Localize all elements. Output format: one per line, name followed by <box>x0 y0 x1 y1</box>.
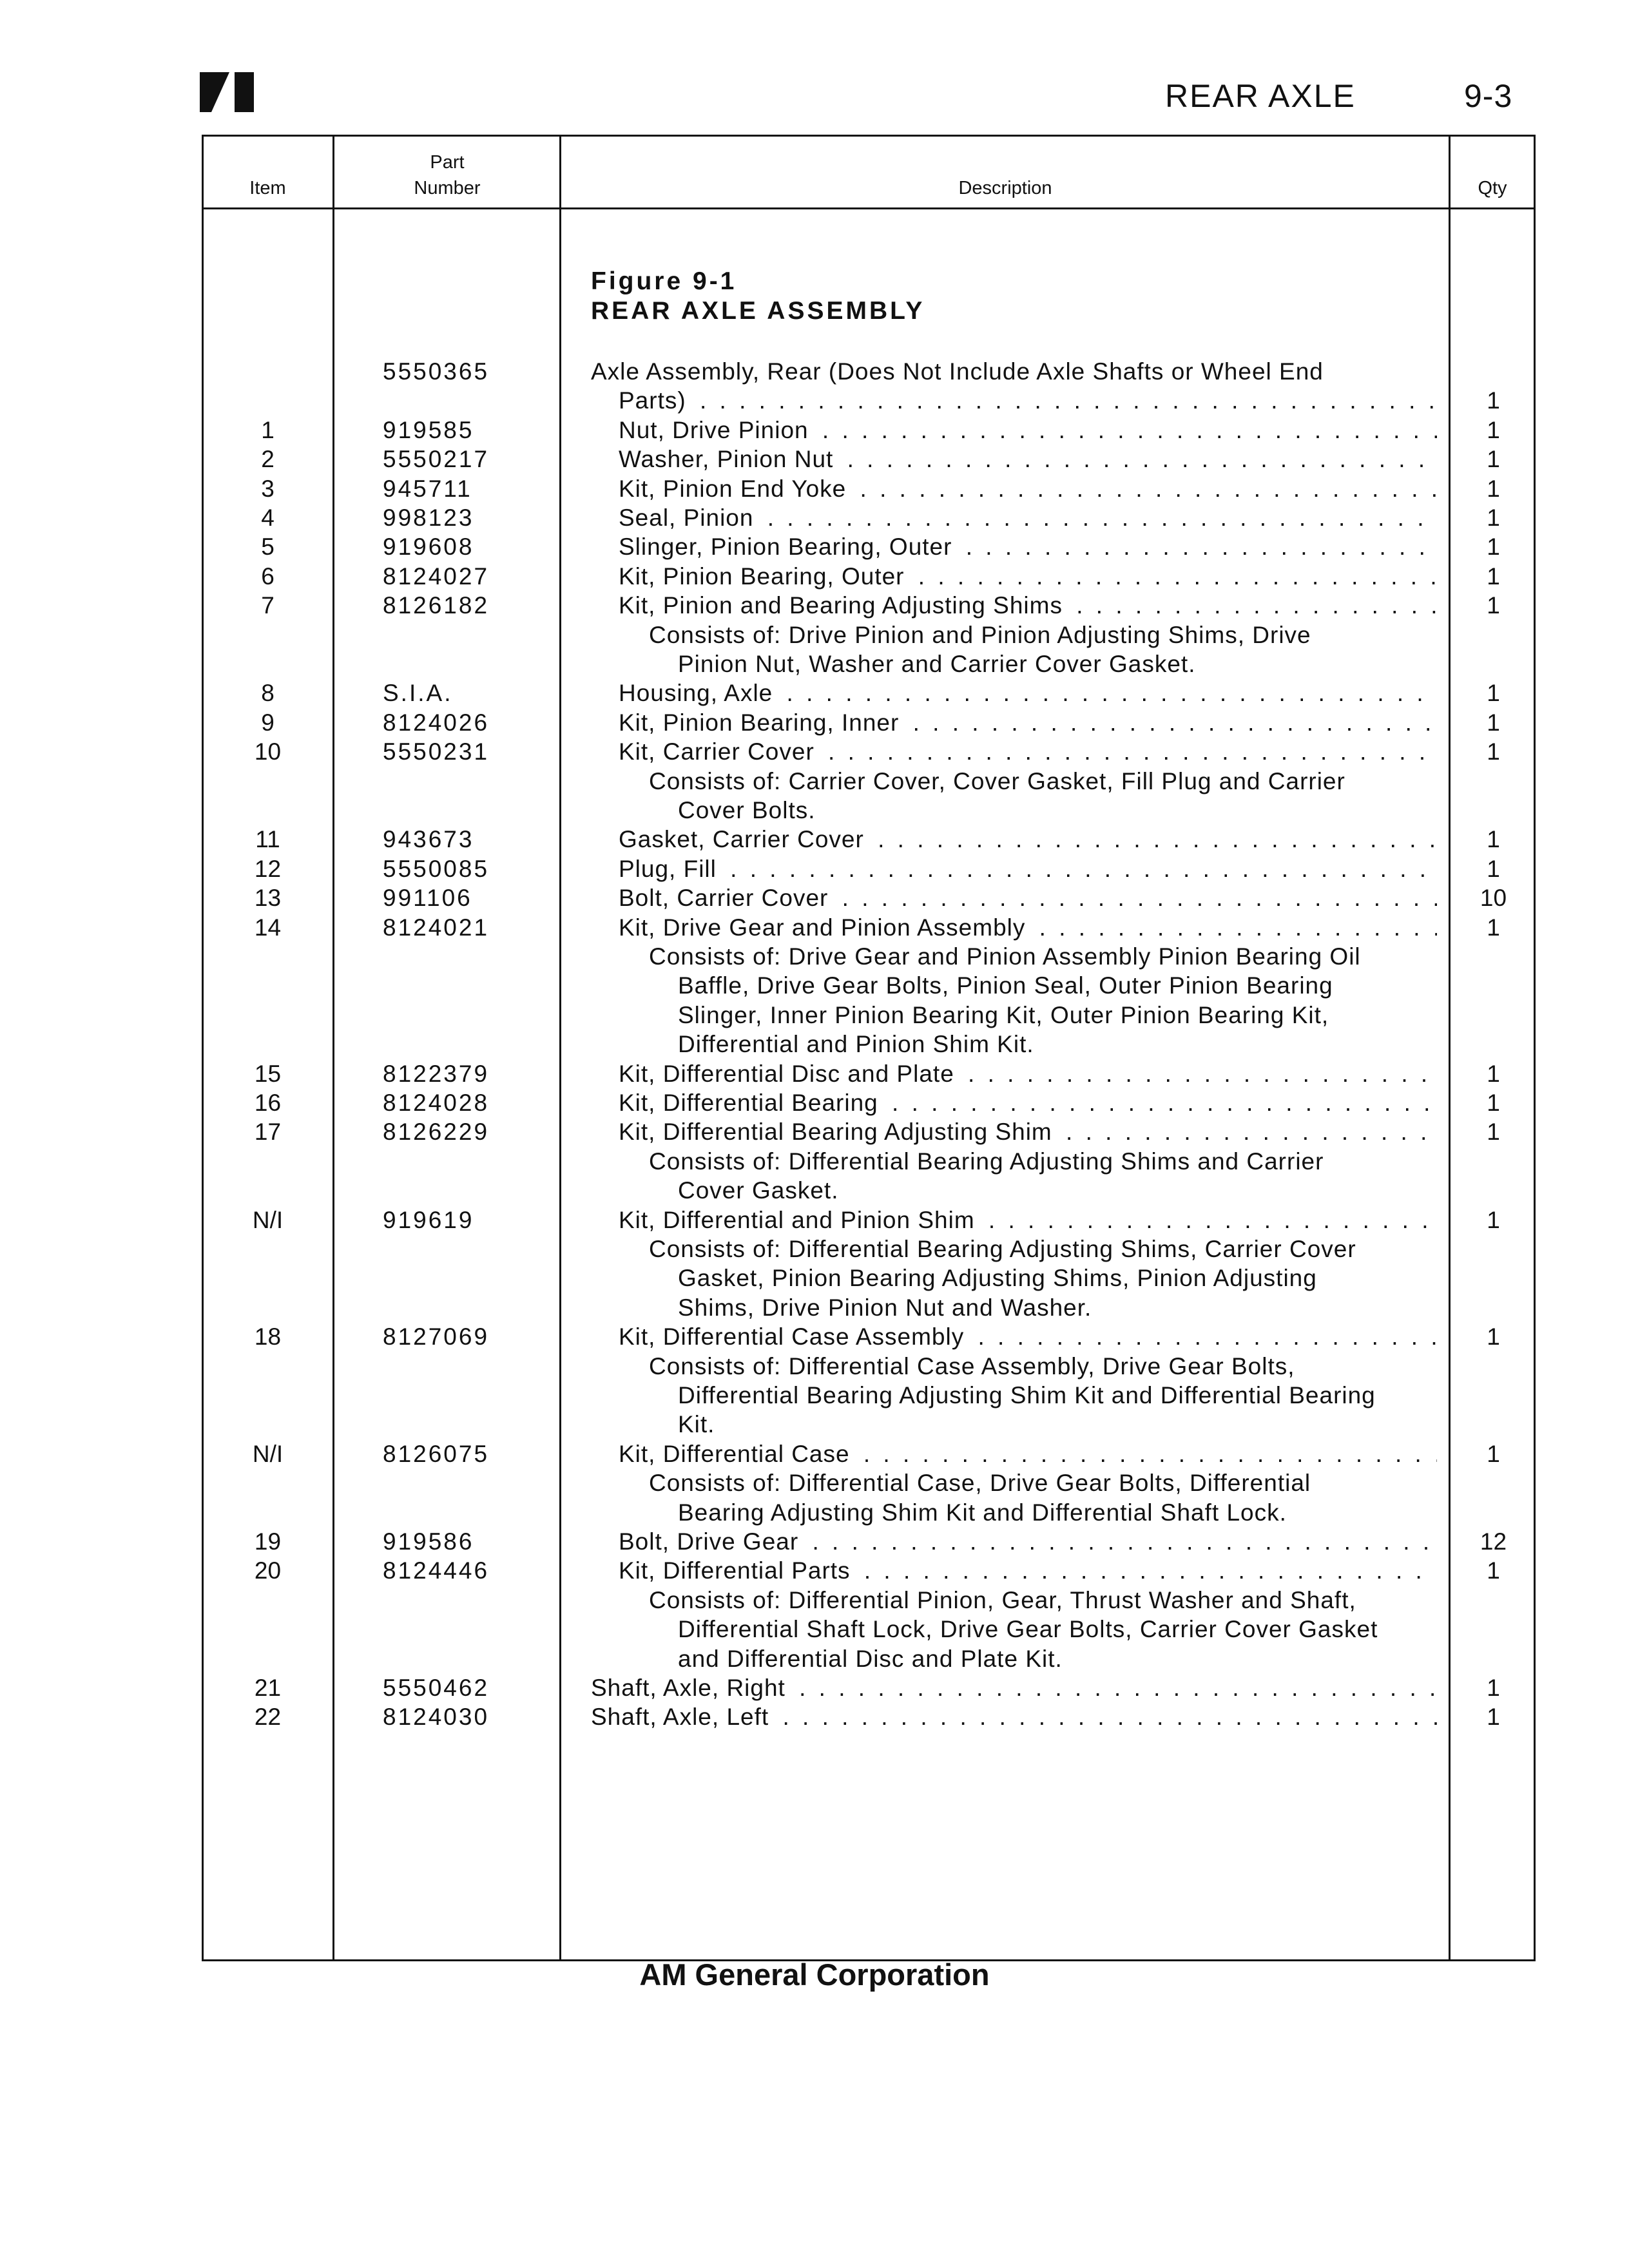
table-row <box>0 1264 1629 1293</box>
part-description <box>678 1381 1450 1410</box>
part-description <box>619 678 1437 708</box>
table-row <box>0 1117 1629 1147</box>
part-description <box>678 1030 1450 1059</box>
table-row <box>0 971 1629 1001</box>
quantity: 1 <box>1487 533 1500 561</box>
part-description-text: Bolt, Carrier Cover <box>619 885 832 911</box>
quantity: 1 <box>1487 446 1500 473</box>
table-row <box>0 825 1629 854</box>
part-description <box>678 971 1450 1001</box>
item-number: 3 <box>261 475 275 502</box>
quantity: 1 <box>1487 1060 1500 1087</box>
part-description-text: Slinger, Inner Pinion Bearing Kit, Outer Pinion Bearing Kit, <box>678 1002 1333 1028</box>
table-row <box>0 1030 1629 1059</box>
table-row <box>0 1498 1629 1528</box>
table-row <box>0 767 1629 796</box>
part-number: 5550462 <box>383 1675 490 1701</box>
item-number: N/I <box>252 1206 284 1233</box>
table-row <box>0 1293 1629 1323</box>
table-row <box>0 854 1629 884</box>
item-number: 22 <box>254 1704 282 1731</box>
table-row <box>0 620 1629 650</box>
quantity: 1 <box>1487 1440 1500 1467</box>
quantity: 1 <box>1487 1675 1500 1701</box>
part-description-text: Kit, Differential Case Assembly <box>619 1323 968 1350</box>
part-number: 945711 <box>383 475 472 502</box>
part-description <box>619 1088 1437 1118</box>
part-number: 8124021 <box>383 914 490 941</box>
part-description <box>619 708 1437 738</box>
quantity: 1 <box>1487 680 1500 707</box>
quantity: 12 <box>1480 1528 1507 1555</box>
part-description <box>619 913 1437 943</box>
part-number: 5550365 <box>383 358 490 385</box>
part-description <box>678 1644 1450 1674</box>
column-header-part-line2: Number <box>414 178 481 198</box>
item-number: 10 <box>254 738 282 765</box>
item-number: 7 <box>261 592 275 619</box>
part-number: 8126182 <box>383 592 490 619</box>
footer-company: AM General Corporation <box>639 1957 990 1992</box>
part-description <box>619 1556 1437 1586</box>
part-description <box>649 1468 1450 1498</box>
table-row <box>0 913 1629 943</box>
item-number: 6 <box>261 562 275 590</box>
part-number: 8124028 <box>383 1090 490 1116</box>
item-number: 13 <box>254 885 282 912</box>
part-number: 8127069 <box>383 1323 490 1350</box>
part-description <box>619 1439 1437 1469</box>
part-description <box>619 737 1437 767</box>
part-description-text: Gasket, Pinion Bearing Adjusting Shims, Pinion Adjusting <box>678 1265 1321 1291</box>
part-description-text: Kit, Pinion Bearing, Outer <box>619 563 909 590</box>
table-row <box>0 1381 1629 1410</box>
column-header-part-line1: Part <box>430 152 465 173</box>
table-row <box>0 1176 1629 1206</box>
part-description <box>678 1410 1450 1439</box>
table-row <box>0 1439 1629 1469</box>
table-row <box>0 1147 1629 1177</box>
table-row <box>0 796 1629 825</box>
part-description <box>678 1293 1450 1323</box>
part-description-text: Differential Shaft Lock, Drive Gear Bolts, Carrier Cover Gasket <box>678 1616 1382 1642</box>
part-description <box>591 1702 1437 1732</box>
part-number: 5550231 <box>383 738 490 765</box>
item-number: 5 <box>261 533 275 561</box>
part-description-text: Shaft, Axle, Left <box>591 1704 773 1730</box>
part-description-text: Cover Gasket. <box>678 1177 842 1204</box>
table-row <box>0 1059 1629 1089</box>
part-number: 8124446 <box>383 1557 490 1584</box>
part-description-text: Gasket, Carrier Cover <box>619 826 868 852</box>
part-number: 919585 <box>383 416 474 443</box>
table-row <box>0 357 1629 387</box>
table-row <box>0 1702 1629 1732</box>
part-description-text: Kit, Differential Bearing Adjusting Shim <box>619 1119 1056 1145</box>
table-row <box>0 1468 1629 1498</box>
column-header-item: Item <box>249 178 286 198</box>
part-number: 8122379 <box>383 1060 490 1087</box>
part-description-text: Differential and Pinion Shim Kit. <box>678 1031 1038 1057</box>
part-number: 991106 <box>383 885 472 912</box>
quantity: 1 <box>1487 1704 1500 1731</box>
part-description <box>591 1673 1437 1703</box>
item-number: 19 <box>254 1528 282 1555</box>
item-number: 14 <box>254 914 282 941</box>
figure-title: REAR AXLE ASSEMBLY <box>591 297 925 325</box>
quantity: 1 <box>1487 1323 1500 1350</box>
quantity: 1 <box>1487 914 1500 941</box>
part-description-text: Kit, Differential Bearing <box>619 1090 882 1116</box>
part-number: 919586 <box>383 1528 474 1555</box>
table-row <box>0 1410 1629 1439</box>
part-description <box>649 942 1450 972</box>
part-description-text: Shims, Drive Pinion Nut and Washer. <box>678 1294 1095 1321</box>
table-row <box>0 416 1629 445</box>
table-row <box>0 678 1629 708</box>
header-divider <box>202 207 1536 209</box>
part-description-text: Bearing Adjusting Shim Kit and Differential Shaft Lock. <box>678 1499 1291 1526</box>
table-row <box>0 737 1629 767</box>
part-description <box>678 1176 1450 1206</box>
part-description <box>619 825 1437 854</box>
part-description-text: Axle Assembly, Rear (Does Not Include Axle Shafts or Wheel End <box>591 358 1327 385</box>
part-description <box>678 1264 1450 1293</box>
item-number: 9 <box>261 709 275 736</box>
table-row <box>0 942 1629 972</box>
quantity: 1 <box>1487 1557 1500 1584</box>
quantity: 1 <box>1487 855 1500 882</box>
part-description-text: Pinion Nut, Washer and Carrier Cover Gasket. <box>678 651 1199 677</box>
item-number: 11 <box>255 826 280 853</box>
quantity: 1 <box>1487 416 1500 443</box>
part-description <box>619 532 1437 562</box>
quantity: 1 <box>1487 709 1500 736</box>
part-description-text: Baffle, Drive Gear Bolts, Pinion Seal, Outer Pinion Bearing <box>678 972 1337 999</box>
table-row <box>0 532 1629 562</box>
part-description-text: Parts) <box>619 387 690 414</box>
part-description-text: Slinger, Pinion Bearing, Outer <box>619 533 956 560</box>
part-description-text: Kit, Differential and Pinion Shim <box>619 1207 979 1233</box>
part-number: 943673 <box>383 826 474 853</box>
item-number: 15 <box>254 1060 282 1087</box>
part-description <box>649 767 1450 796</box>
part-description <box>619 503 1437 533</box>
item-number: 16 <box>254 1090 282 1116</box>
part-description <box>591 357 1450 387</box>
figure-label: Figure 9-1 <box>591 267 737 295</box>
quantity: 1 <box>1487 826 1500 853</box>
quantity: 1 <box>1487 738 1500 765</box>
part-description <box>619 1059 1437 1089</box>
part-number: 998123 <box>383 505 474 531</box>
quantity: 1 <box>1487 592 1500 619</box>
part-description-text: Cover Bolts. <box>678 797 820 823</box>
part-description-text: Kit, Pinion and Bearing Adjusting Shims <box>619 592 1066 619</box>
part-description-text: Consists of: Differential Case, Drive Gear Bolts, Differential <box>649 1470 1315 1496</box>
table-row <box>0 1322 1629 1352</box>
table-row <box>0 445 1629 474</box>
part-description <box>678 1498 1450 1528</box>
part-description-text: Consists of: Drive Pinion and Pinion Adjusting Shims, Drive <box>649 622 1315 648</box>
item-number: N/I <box>252 1440 284 1467</box>
part-description <box>619 883 1437 913</box>
part-description <box>649 1235 1450 1264</box>
part-description-text: Differential Bearing Adjusting Shim Kit and Differential Bearing <box>678 1382 1380 1408</box>
part-description <box>619 591 1437 620</box>
part-description <box>619 1117 1437 1147</box>
item-number: 8 <box>261 680 275 707</box>
table-row <box>0 1235 1629 1264</box>
part-description <box>619 445 1437 474</box>
part-description-text: Kit, Differential Case <box>619 1441 854 1467</box>
part-description-text: Shaft, Axle, Right <box>591 1675 789 1701</box>
part-number: 919608 <box>383 533 474 561</box>
part-description-text: and Differential Disc and Plate Kit. <box>678 1646 1066 1672</box>
quantity: 10 <box>1480 885 1507 912</box>
part-description <box>678 649 1450 679</box>
part-description-text: Consists of: Differential Pinion, Gear, Thrust Washer and Shaft, <box>649 1587 1360 1613</box>
part-description <box>619 474 1437 504</box>
part-description-text: Kit, Drive Gear and Pinion Assembly <box>619 914 1029 941</box>
part-description-text: Kit, Pinion Bearing, Inner <box>619 709 903 736</box>
table-row <box>0 1527 1629 1557</box>
part-description-text: Seal, Pinion <box>619 505 757 531</box>
quantity: 1 <box>1487 1119 1500 1146</box>
part-description <box>619 386 1437 416</box>
part-description <box>649 1586 1450 1615</box>
part-number: 8124027 <box>383 562 490 590</box>
part-description <box>619 1322 1437 1352</box>
item-number: 20 <box>254 1557 282 1584</box>
part-description-text: Bolt, Drive Gear <box>619 1528 802 1555</box>
part-description-text: Kit. <box>678 1411 718 1437</box>
part-description <box>678 796 1450 825</box>
part-description-text: Consists of: Differential Case Assembly, Drive Gear Bolts, <box>649 1353 1299 1379</box>
section-title: REAR AXLE <box>1165 78 1356 114</box>
part-number: 5550085 <box>383 855 490 882</box>
part-description-text: Kit, Pinion End Yoke <box>619 476 850 502</box>
table-row <box>0 1673 1629 1703</box>
quantity: 1 <box>1487 1090 1500 1116</box>
table-row <box>0 708 1629 738</box>
part-number: 5550217 <box>383 446 490 473</box>
table-row <box>0 503 1629 533</box>
part-number: 8124030 <box>383 1704 490 1731</box>
part-description-text: Kit, Carrier Cover <box>619 738 818 765</box>
part-description <box>678 1001 1450 1030</box>
table-row <box>0 1352 1629 1381</box>
part-number: S.I.A. <box>383 680 453 707</box>
table-row <box>0 1586 1629 1615</box>
am-general-logo-icon <box>200 72 259 112</box>
part-description-text: Washer, Pinion Nut <box>619 446 837 472</box>
table-row <box>0 1001 1629 1030</box>
item-number: 18 <box>254 1323 282 1350</box>
item-number: 4 <box>261 505 275 531</box>
table-row <box>0 386 1629 416</box>
table-row <box>0 649 1629 679</box>
item-number: 21 <box>254 1675 282 1701</box>
part-description <box>649 1147 1450 1177</box>
table-row <box>0 591 1629 620</box>
table-row <box>0 1556 1629 1586</box>
quantity: 1 <box>1487 387 1500 414</box>
part-description-text: Nut, Drive Pinion <box>619 417 813 443</box>
part-description <box>619 1206 1437 1235</box>
page-number: 9-3 <box>1464 78 1513 114</box>
part-description-text: Housing, Axle <box>619 680 776 706</box>
part-description-text: Consists of: Differential Bearing Adjusting Shims and Carrier <box>649 1148 1327 1175</box>
table-row <box>0 1615 1629 1644</box>
part-description <box>619 562 1437 591</box>
part-description <box>619 416 1437 445</box>
part-description-text: Consists of: Differential Bearing Adjusting Shims, Carrier Cover <box>649 1236 1360 1262</box>
table-row <box>0 562 1629 591</box>
part-description <box>619 854 1437 884</box>
part-number: 8126229 <box>383 1119 490 1146</box>
column-header-description: Description <box>958 178 1052 198</box>
table-row <box>0 1644 1629 1674</box>
part-description-text: Consists of: Drive Gear and Pinion Assembly Pinion Bearing Oil <box>649 943 1365 970</box>
part-description-text: Kit, Differential Disc and Plate <box>619 1061 958 1087</box>
part-number: 8124026 <box>383 709 490 736</box>
part-description-text: Consists of: Carrier Cover, Cover Gasket, Fill Plug and Carrier <box>649 768 1349 794</box>
quantity: 1 <box>1487 505 1500 531</box>
part-description <box>678 1615 1450 1644</box>
part-description <box>649 1352 1450 1381</box>
table-row <box>0 474 1629 504</box>
item-number: 1 <box>261 416 275 443</box>
item-number: 17 <box>254 1119 282 1146</box>
part-description-text: Plug, Fill <box>619 856 720 882</box>
table-row <box>0 1088 1629 1118</box>
column-header-qty: Qty <box>1478 178 1507 198</box>
quantity: 1 <box>1487 562 1500 590</box>
item-number: 2 <box>261 446 275 473</box>
part-number: 8126075 <box>383 1440 490 1467</box>
item-number: 12 <box>254 855 282 882</box>
part-description <box>619 1527 1437 1557</box>
part-description <box>649 620 1450 650</box>
part-description-text: Kit, Differential Parts <box>619 1557 854 1584</box>
part-number: 919619 <box>383 1206 474 1233</box>
quantity: 1 <box>1487 1206 1500 1233</box>
quantity: 1 <box>1487 475 1500 502</box>
table-row <box>0 1206 1629 1235</box>
table-row <box>0 883 1629 913</box>
